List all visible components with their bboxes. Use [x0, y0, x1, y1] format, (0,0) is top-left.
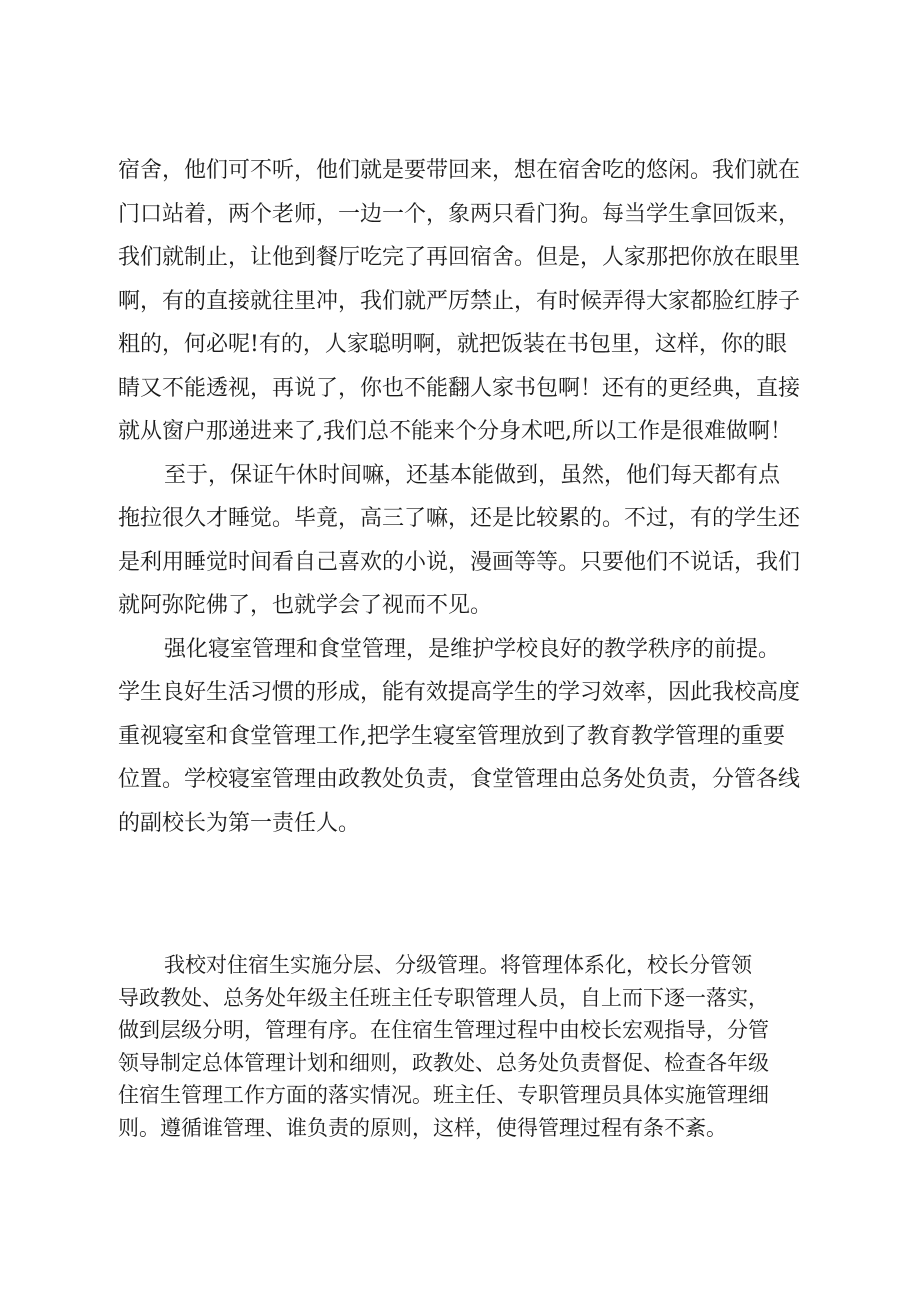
- paragraph-3-line: 重视寝室和食堂管理工作,把学生寝室管理放到了教育教学管理的重要: [118, 723, 785, 749]
- paragraph-3-line: 学生良好生活习惯的形成，能有效提高学生的学习效率，因此我校高度: [118, 680, 801, 705]
- paragraph-3-line: 的副校长为第一责任人。: [118, 810, 361, 836]
- paragraph-4-line: 领导制定总体管理计划和细则，政教处、总务处负责督促、检查各年级: [118, 1050, 769, 1075]
- paragraph-3-line: 强化寝室管理和食堂管理，是维护学校良好的教学秩序的前提。: [164, 636, 781, 662]
- paragraph-4-line: 导政教处、总务处年级主任班主任专职管理人员，自上而下逐一落实，: [118, 985, 769, 1010]
- paragraph-1-line: 睛又不能透视，再说了，你也不能翻人家书包啊！还有的更经典，直接: [118, 375, 801, 401]
- paragraph-2: [118, 454, 830, 628]
- paragraph-4-line: 则。遵循谁管理、谁负责的原则，这样，使得管理过程有条不紊。: [118, 1115, 727, 1140]
- paragraph-2-line: 拖拉很久才睡觉。毕竟，高三了嘛，还是比较累的。不过，有的学生还: [118, 506, 801, 531]
- paragraph-2-line: 就阿弥陀佛了，也就学会了视而不见。: [118, 593, 493, 618]
- lower-text-block: [118, 949, 830, 1144]
- paragraph-1-line: 粗的，何必呢!有的，人家聪明啊，就把饭装在书包里，这样，你的眼: [118, 332, 787, 357]
- paragraph-1-line: 就从窗户那递进来了,我们总不能来个分身术吧,所以工作是很难做啊！: [118, 419, 792, 444]
- paragraph-1-line: 啊，有的直接就往里冲，我们就严厉禁止，有时候弄得大家都脸红脖子: [118, 288, 801, 314]
- paragraph-3-line: 位置。学校寝室管理由政教处负责，食堂管理由总务处负责，分管各线: [118, 767, 801, 792]
- paragraph-1: [118, 149, 830, 454]
- paragraph-4-line: 住宿生管理工作方面的落实情况。班主任、专职管理员具体实施管理细: [118, 1083, 769, 1107]
- paragraph-4-line: 做到层级分明，管理有序。在住宿生管理过程中由校长宏观指导，分管: [118, 1018, 769, 1042]
- paragraph-4-line: 我校对住宿生实施分层、分级管理。将管理体系化，校长分管领: [164, 953, 752, 977]
- paragraph-2-line: 至于，保证午休时间嘛，还基本能做到，虽然，他们每天都有点: [164, 462, 781, 488]
- paragraph-1-line: 我们就制止，让他到餐厅吃完了再回宿舍。但是，人家那把你放在眼里: [118, 245, 801, 270]
- paragraph-1-line: 门口站着，两个老师，一边一个，象两只看门狗。每当学生拿回饭来，: [118, 201, 801, 227]
- upper-text-block: [118, 149, 830, 845]
- paragraph-3: [118, 628, 830, 846]
- paragraph-4: [118, 949, 830, 1144]
- paragraph-2-line: 是利用睡觉时间看自己喜欢的小说，漫画等等。只要他们不说话，我们: [118, 549, 801, 575]
- paragraph-1-line: 宿舍，他们可不听，他们就是要带回来，想在宿舍吃的悠闲。我们就在: [118, 158, 801, 183]
